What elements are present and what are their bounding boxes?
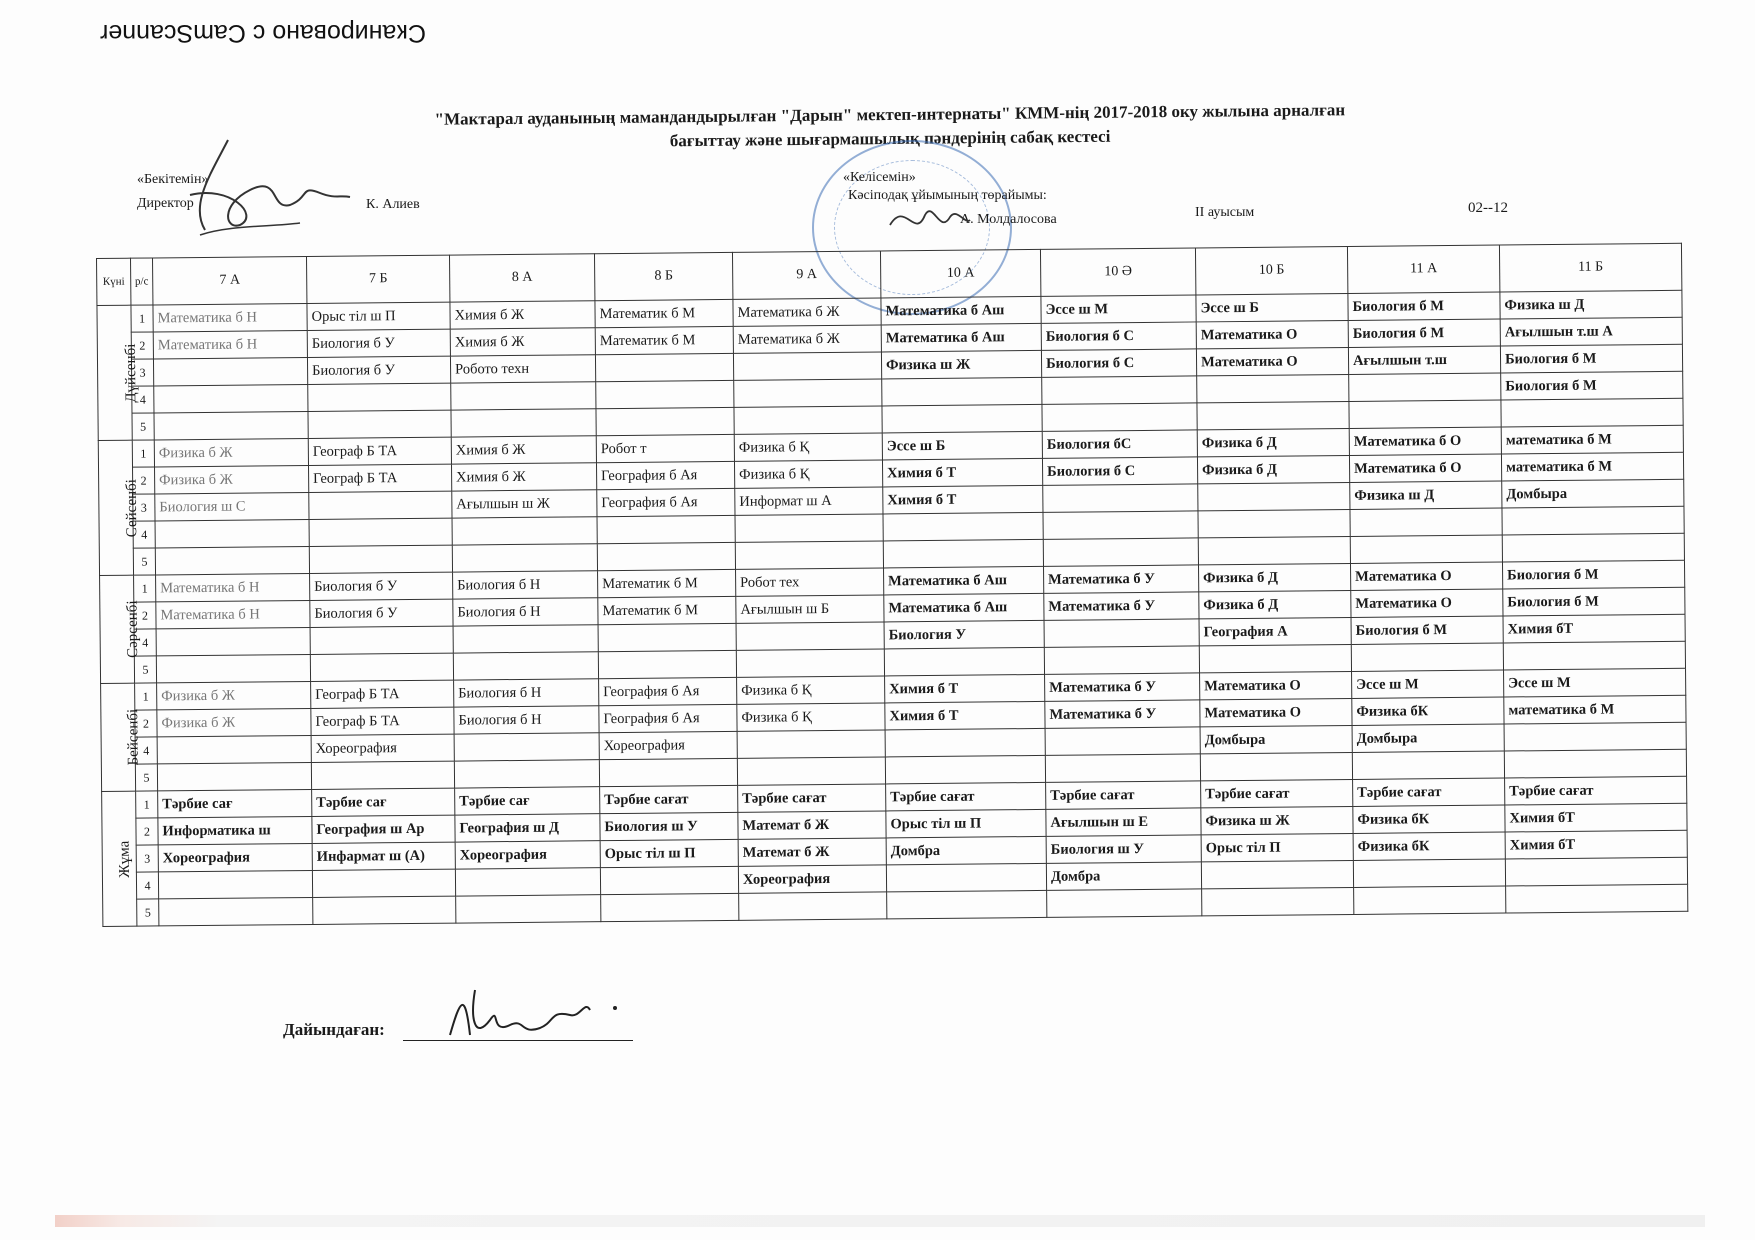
lesson-number: 2 — [136, 818, 158, 845]
lesson-cell: Физика б Д — [1198, 563, 1350, 591]
col-header-class: 10 Б — [1195, 246, 1347, 294]
lesson-cell — [456, 895, 601, 923]
lesson-cell: Тәрбие сағ — [455, 787, 600, 815]
lesson-number: 3 — [131, 359, 153, 386]
lesson-cell: Орыс тіл ш П — [886, 809, 1046, 838]
lesson-cell: Физика бК — [1352, 697, 1504, 725]
lesson-cell: Информатика ш — [158, 816, 312, 844]
lesson-number: 4 — [132, 386, 154, 413]
lesson-number: 3 — [136, 845, 158, 872]
lesson-cell — [451, 409, 596, 437]
lesson-cell — [1043, 511, 1198, 539]
director-label: Директор — [137, 196, 194, 211]
lesson-cell: Математика б О — [1349, 454, 1501, 482]
lesson-cell — [1042, 376, 1197, 404]
lesson-cell: Инфармат ш (А) — [312, 842, 455, 870]
lesson-cell: Хореография — [311, 734, 454, 762]
lesson-cell: Математика О — [1351, 589, 1503, 617]
lesson-cell: Физика б Д — [1197, 455, 1349, 483]
lesson-cell — [1198, 509, 1350, 537]
lesson-cell: Географ Б ТА — [311, 707, 454, 735]
lesson-cell: Физика б Ж — [155, 465, 309, 493]
day-label: Бейсенбі — [125, 708, 142, 766]
lesson-cell: математика б М — [1501, 425, 1683, 454]
lesson-cell: Биология ш У — [1046, 835, 1201, 863]
lesson-cell: Эссе ш М — [1041, 295, 1196, 323]
lesson-cell — [598, 650, 736, 678]
lesson-cell — [882, 377, 1042, 406]
lesson-cell — [597, 542, 735, 570]
day-cell — [97, 305, 140, 440]
lesson-cell: Математика б Аш — [881, 323, 1041, 352]
lesson-cell: Орыс тіл ш П — [307, 302, 450, 330]
lesson-cell: Ағылшын ш Ж — [452, 490, 597, 518]
lesson-cell: Тәрбие сағат — [1505, 776, 1687, 805]
day-label: Дүйсенбі — [122, 343, 140, 403]
lesson-cell: Математика б Ж — [733, 325, 881, 353]
lesson-cell — [453, 652, 598, 680]
lesson-cell — [1198, 536, 1350, 564]
lesson-cell: Физика б Д — [1199, 590, 1351, 618]
lesson-cell — [312, 869, 455, 897]
lesson-cell: Тәрбие сағат — [886, 782, 1046, 811]
lesson-cell — [159, 897, 313, 925]
shift-label: II ауысым — [1195, 205, 1255, 220]
lesson-cell: Ағылшын т.ш — [1348, 346, 1500, 374]
col-header-class: 8 Б — [594, 252, 732, 300]
lesson-cell: Биология б Н — [453, 598, 598, 626]
lesson-cell — [452, 517, 597, 545]
schedule-sheet — [96, 243, 1688, 968]
lesson-number: 2 — [133, 467, 155, 494]
lesson-cell — [1199, 644, 1351, 672]
lesson-cell: Химия б Ж — [450, 301, 595, 329]
lesson-number: 2 — [131, 332, 153, 359]
lesson-cell — [735, 541, 883, 569]
lesson-cell: Математика О — [1200, 671, 1352, 699]
lesson-cell — [1197, 401, 1349, 429]
lesson-cell: Математика б У — [1044, 565, 1199, 593]
lesson-cell — [883, 512, 1043, 541]
lesson-cell — [1505, 857, 1687, 886]
lesson-cell: Физика б Д — [1197, 428, 1349, 456]
lesson-cell: Химия б Ж — [450, 328, 595, 356]
day-label: Сейсенбі — [123, 478, 141, 537]
lesson-cell: Физика б Қ — [737, 676, 885, 704]
lesson-cell: математика б М — [1501, 452, 1683, 481]
lesson-cell — [1047, 889, 1202, 917]
lesson-cell: Биология б Н — [454, 706, 599, 734]
lesson-cell: Биология б С — [1041, 349, 1196, 377]
lesson-cell: Тәрбие сағ — [312, 788, 455, 816]
agree-label: «Келісемін» — [843, 170, 916, 185]
lesson-cell: Домбра — [886, 836, 1046, 865]
lesson-number: 1 — [131, 305, 153, 332]
col-header-num: р/с — [131, 258, 153, 305]
lesson-cell: География б Ая — [599, 677, 737, 705]
lesson-cell — [153, 357, 307, 385]
lesson-cell — [1351, 643, 1503, 671]
lesson-cell: Домбыра — [1502, 479, 1684, 508]
lesson-cell: Биология б М — [1501, 371, 1683, 400]
lesson-cell: Физика б Қ — [737, 703, 885, 731]
lesson-cell: Физика ш Ж — [881, 350, 1041, 379]
lesson-cell — [1350, 508, 1502, 536]
lesson-cell: Физика бК — [1353, 832, 1505, 860]
lesson-number: 2 — [135, 710, 157, 737]
lesson-cell: Биология б М — [1348, 319, 1500, 347]
lesson-cell: Эссе ш М — [1352, 670, 1504, 698]
lesson-number: 3 — [133, 494, 155, 521]
lesson-cell: Математик б М — [595, 299, 733, 327]
lesson-cell — [1198, 482, 1350, 510]
lesson-cell — [454, 733, 599, 761]
lesson-cell: Ағылшын т.ш А — [1500, 317, 1682, 346]
lesson-cell: География ш Д — [455, 814, 600, 842]
col-header-class: 7 Б — [306, 255, 449, 303]
lesson-cell — [883, 539, 1043, 568]
col-header-class: 7 А — [153, 256, 307, 304]
lesson-cell — [1043, 484, 1198, 512]
lesson-cell — [310, 626, 453, 654]
lesson-number: 4 — [134, 629, 156, 656]
lesson-cell: Математик б М — [595, 326, 733, 354]
lesson-cell: Биология бС — [1042, 430, 1197, 458]
lesson-cell — [308, 383, 451, 411]
lesson-cell: Химия б Т — [883, 485, 1043, 514]
lesson-cell — [1201, 860, 1353, 888]
lesson-cell: Химия б Т — [885, 674, 1045, 703]
union-signature — [885, 195, 975, 245]
lesson-cell — [454, 760, 599, 788]
lesson-cell: Физика ш Д — [1350, 481, 1502, 509]
lesson-cell — [597, 515, 735, 543]
lesson-cell: Физика ш Д — [1500, 290, 1682, 319]
lesson-cell: Биология б С — [1041, 322, 1196, 350]
lesson-number: 1 — [134, 575, 156, 602]
lesson-cell: Робот тех — [736, 568, 884, 596]
lesson-cell — [887, 890, 1047, 919]
lesson-cell — [451, 382, 596, 410]
lesson-cell: Биология б У — [310, 599, 453, 627]
lesson-cell: Физика бК — [1353, 805, 1505, 833]
lesson-cell — [1350, 535, 1502, 563]
lesson-cell — [596, 380, 734, 408]
day-cell — [98, 440, 141, 575]
lesson-cell — [736, 649, 884, 677]
director-signature — [170, 135, 370, 245]
lesson-cell: Математ б Ж — [738, 838, 886, 866]
lesson-number: 5 — [135, 764, 157, 791]
lesson-cell — [1042, 403, 1197, 431]
lesson-cell — [1200, 752, 1352, 780]
lesson-cell: Тәрбие сағат — [1046, 781, 1201, 809]
lesson-cell: Хореография — [158, 843, 312, 871]
lesson-cell: Математика б Н — [153, 330, 307, 358]
lesson-cell: Химия б Ж — [451, 463, 596, 491]
lesson-cell — [1504, 749, 1686, 778]
lesson-cell: Химия бТ — [1505, 830, 1687, 859]
lesson-cell — [1197, 374, 1349, 402]
lesson-cell: Робото техн — [450, 355, 595, 383]
lesson-cell — [452, 544, 597, 572]
lesson-cell: География б Ая — [597, 488, 735, 516]
lesson-cell — [737, 730, 885, 758]
col-header-class: 8 А — [449, 254, 594, 302]
lesson-cell: Орыс тіл ш П — [600, 839, 738, 867]
lesson-number: 4 — [136, 872, 158, 899]
lesson-cell — [1503, 641, 1685, 670]
lesson-number: 4 — [135, 737, 157, 764]
lesson-cell — [600, 866, 738, 894]
lesson-cell — [884, 647, 1044, 676]
union-name: А. Молдалосова — [960, 212, 1057, 227]
lesson-cell — [733, 352, 881, 380]
lesson-cell — [309, 518, 452, 546]
lesson-cell: Физика ш Ж — [1201, 806, 1353, 834]
lesson-cell — [157, 762, 311, 790]
col-header-class: 10 А — [880, 249, 1040, 298]
lesson-cell: Биология б М — [1351, 616, 1503, 644]
lesson-cell — [882, 404, 1042, 433]
lesson-cell: Математика б Н — [156, 600, 310, 628]
lesson-cell — [155, 519, 309, 547]
lesson-cell — [1349, 373, 1501, 401]
lesson-cell: Тәрбие сағат — [600, 785, 738, 813]
lesson-cell: Математика О — [1196, 320, 1348, 348]
lesson-cell — [739, 892, 887, 920]
lesson-cell: Хореография — [599, 731, 737, 759]
title-line-2: бағыттау және шығармашылық пәндерінің сабақ кестесі — [669, 126, 1111, 151]
day-label: Жұма — [116, 840, 133, 878]
lesson-cell: Химия бТ — [1503, 614, 1685, 643]
lesson-number: 2 — [134, 602, 156, 629]
lesson-cell — [1043, 538, 1198, 566]
lesson-cell: Математика б Н — [156, 573, 310, 601]
lesson-cell — [1353, 859, 1505, 887]
lesson-cell: Математика О — [1200, 698, 1352, 726]
col-header-day: Күні — [97, 258, 131, 305]
lesson-cell: Математика О — [1196, 347, 1348, 375]
lesson-cell — [1045, 754, 1200, 782]
lesson-cell: Математик б М — [598, 569, 736, 597]
lesson-cell — [1044, 646, 1199, 674]
lesson-cell: Биология б С — [1042, 457, 1197, 485]
col-header-class: 11 А — [1347, 245, 1499, 293]
lesson-cell — [1501, 398, 1683, 427]
lesson-cell — [885, 755, 1045, 784]
lesson-number: 5 — [133, 548, 155, 575]
lesson-cell — [309, 491, 452, 519]
lesson-cell — [154, 384, 308, 412]
day-label: Сәрсенбі — [124, 600, 142, 658]
lesson-cell — [736, 622, 884, 650]
lesson-cell: Химия б Т — [885, 701, 1045, 730]
lesson-cell: Математ б Ж — [738, 811, 886, 839]
col-header-class: 11 Б — [1499, 243, 1681, 292]
lesson-cell — [1349, 400, 1501, 428]
lesson-cell: Математика О — [1350, 562, 1502, 590]
lesson-cell: Биология б Н — [453, 571, 598, 599]
lesson-cell — [734, 379, 882, 407]
lesson-cell: Физика б Ж — [157, 708, 311, 736]
lesson-cell: Математика б О — [1349, 427, 1501, 455]
lesson-cell: Эссе ш М — [1504, 668, 1686, 697]
lesson-cell — [734, 406, 882, 434]
lesson-cell: Химия б Ж — [451, 436, 596, 464]
lesson-cell — [453, 625, 598, 653]
lesson-number: 5 — [132, 413, 154, 440]
lesson-cell: Домбыра — [1352, 724, 1504, 752]
lesson-cell: Биология б У — [307, 329, 450, 357]
schedule-table — [96, 243, 1688, 927]
lesson-cell: Тәрбие сағат — [1201, 779, 1353, 807]
lesson-cell: Химия б Т — [882, 458, 1042, 487]
lesson-cell — [1354, 886, 1506, 914]
lesson-cell: Математика б У — [1045, 700, 1200, 728]
lesson-cell: Тәрбие сағат — [1353, 778, 1505, 806]
lesson-number: 1 — [135, 683, 157, 710]
lesson-cell — [1044, 619, 1199, 647]
scanner-watermark: Сканировано с CamScanner — [100, 19, 426, 47]
lesson-cell: Биология б У — [310, 572, 453, 600]
lesson-cell: Информат ш А — [735, 487, 883, 515]
lesson-cell: Химия бТ — [1505, 803, 1687, 832]
lesson-cell: География б Ая — [599, 704, 737, 732]
prepared-label: Дайындаған: — [283, 1020, 385, 1039]
lesson-cell — [885, 728, 1045, 757]
lesson-cell — [1202, 887, 1354, 915]
director-name: К. Алиев — [366, 197, 420, 212]
lesson-cell: Биология б М — [1500, 344, 1682, 373]
lesson-cell — [313, 896, 456, 924]
lesson-cell — [455, 868, 600, 896]
lesson-cell: Ағылшын ш Б — [736, 595, 884, 623]
lesson-cell — [1502, 533, 1684, 562]
col-header-class: 9 А — [732, 251, 880, 299]
lesson-cell — [311, 761, 454, 789]
lesson-cell — [1506, 884, 1688, 913]
day-cell — [100, 575, 142, 683]
lesson-cell: Математика б Аш — [884, 566, 1044, 595]
lesson-number: 5 — [137, 899, 159, 926]
lesson-cell: Тәрбие сағат — [738, 784, 886, 812]
lesson-cell: Физика б Ж — [154, 438, 308, 466]
lesson-cell — [1045, 727, 1200, 755]
lesson-cell: География ш Ар — [312, 815, 455, 843]
lesson-cell: Ағылшын ш Е — [1046, 808, 1201, 836]
lesson-cell: Географ Б ТА — [309, 464, 452, 492]
lesson-cell: Математика б Ж — [733, 298, 881, 326]
lesson-cell — [1502, 506, 1684, 535]
lesson-cell — [886, 863, 1046, 892]
lesson-number: 1 — [132, 440, 154, 467]
lesson-cell — [156, 627, 310, 655]
lesson-cell — [596, 407, 734, 435]
lesson-cell: Географ Б ТА — [308, 437, 451, 465]
lesson-cell: Биология б М — [1502, 560, 1684, 589]
lesson-cell: Орыс тіл П — [1201, 833, 1353, 861]
lesson-cell: Тәрбие сағ — [158, 789, 312, 817]
day-cell — [101, 683, 142, 791]
lesson-cell: Робот т — [596, 434, 734, 462]
lesson-cell — [598, 623, 736, 651]
title-line-1: "Мактарал ауданының мамандандырылған "Дарын" мектеп-интернаты" КММ-нің 2017-2018 оку жылына арналған — [434, 100, 1346, 129]
lesson-cell — [309, 545, 452, 573]
day-cell — [102, 791, 137, 926]
lesson-cell: Физика б Қ — [734, 433, 882, 461]
lesson-cell — [737, 757, 885, 785]
lesson-cell — [155, 546, 309, 574]
lesson-cell — [156, 654, 310, 682]
lesson-cell — [310, 653, 453, 681]
col-header-class: 10 Ә — [1040, 248, 1195, 296]
approve-label: «Бекітемін» — [137, 172, 209, 187]
lesson-number: 1 — [136, 791, 158, 818]
lesson-cell — [158, 870, 312, 898]
prepared-signature — [430, 980, 630, 1050]
lesson-cell — [735, 514, 883, 542]
lesson-cell: Биология б У — [307, 356, 450, 384]
lesson-cell — [1352, 751, 1504, 779]
lesson-cell — [154, 411, 308, 439]
lesson-cell: Биология У — [884, 620, 1044, 649]
lesson-cell: География б Ая — [596, 461, 734, 489]
lesson-cell: Хореография — [455, 841, 600, 869]
lesson-cell: География А — [1199, 617, 1351, 645]
lesson-cell: Математика б Аш — [884, 593, 1044, 622]
lesson-cell: Хореография — [738, 865, 886, 893]
lesson-cell: Биология б Н — [454, 679, 599, 707]
lesson-cell — [308, 410, 451, 438]
lesson-cell: Физика б Ж — [157, 681, 311, 709]
date-label: 02--12 — [1468, 200, 1508, 216]
lesson-number: 4 — [133, 521, 155, 548]
lesson-cell: математика б М — [1504, 695, 1686, 724]
lesson-cell: Математика б У — [1045, 673, 1200, 701]
lesson-cell — [1504, 722, 1686, 751]
lesson-cell: Математика б У — [1044, 592, 1199, 620]
lesson-cell — [595, 353, 733, 381]
lesson-cell: Эссе ш Б — [882, 431, 1042, 460]
lesson-cell — [157, 735, 311, 763]
lesson-cell: Математика б Аш — [881, 296, 1041, 325]
lesson-cell — [599, 758, 737, 786]
lesson-cell: Биология ш У — [600, 812, 738, 840]
lesson-cell: Биология б М — [1503, 587, 1685, 616]
union-label: Кәсіподақ ұйымының төрайымы: — [848, 188, 1047, 203]
lesson-cell: Физика б Қ — [734, 460, 882, 488]
lesson-cell — [601, 893, 739, 921]
lesson-cell: Домбыра — [1200, 725, 1352, 753]
lesson-cell: Биология ш С — [155, 492, 309, 520]
lesson-number: 5 — [134, 656, 156, 683]
lesson-cell: Домбра — [1046, 862, 1201, 890]
lesson-cell: Географ Б ТА — [311, 680, 454, 708]
lesson-cell: Математик б М — [598, 596, 736, 624]
lesson-cell: Математика б Н — [153, 303, 307, 331]
page-bottom-edge — [55, 1215, 1705, 1227]
lesson-cell: Биология б М — [1348, 292, 1500, 320]
lesson-cell: Эссе ш Б — [1196, 293, 1348, 321]
